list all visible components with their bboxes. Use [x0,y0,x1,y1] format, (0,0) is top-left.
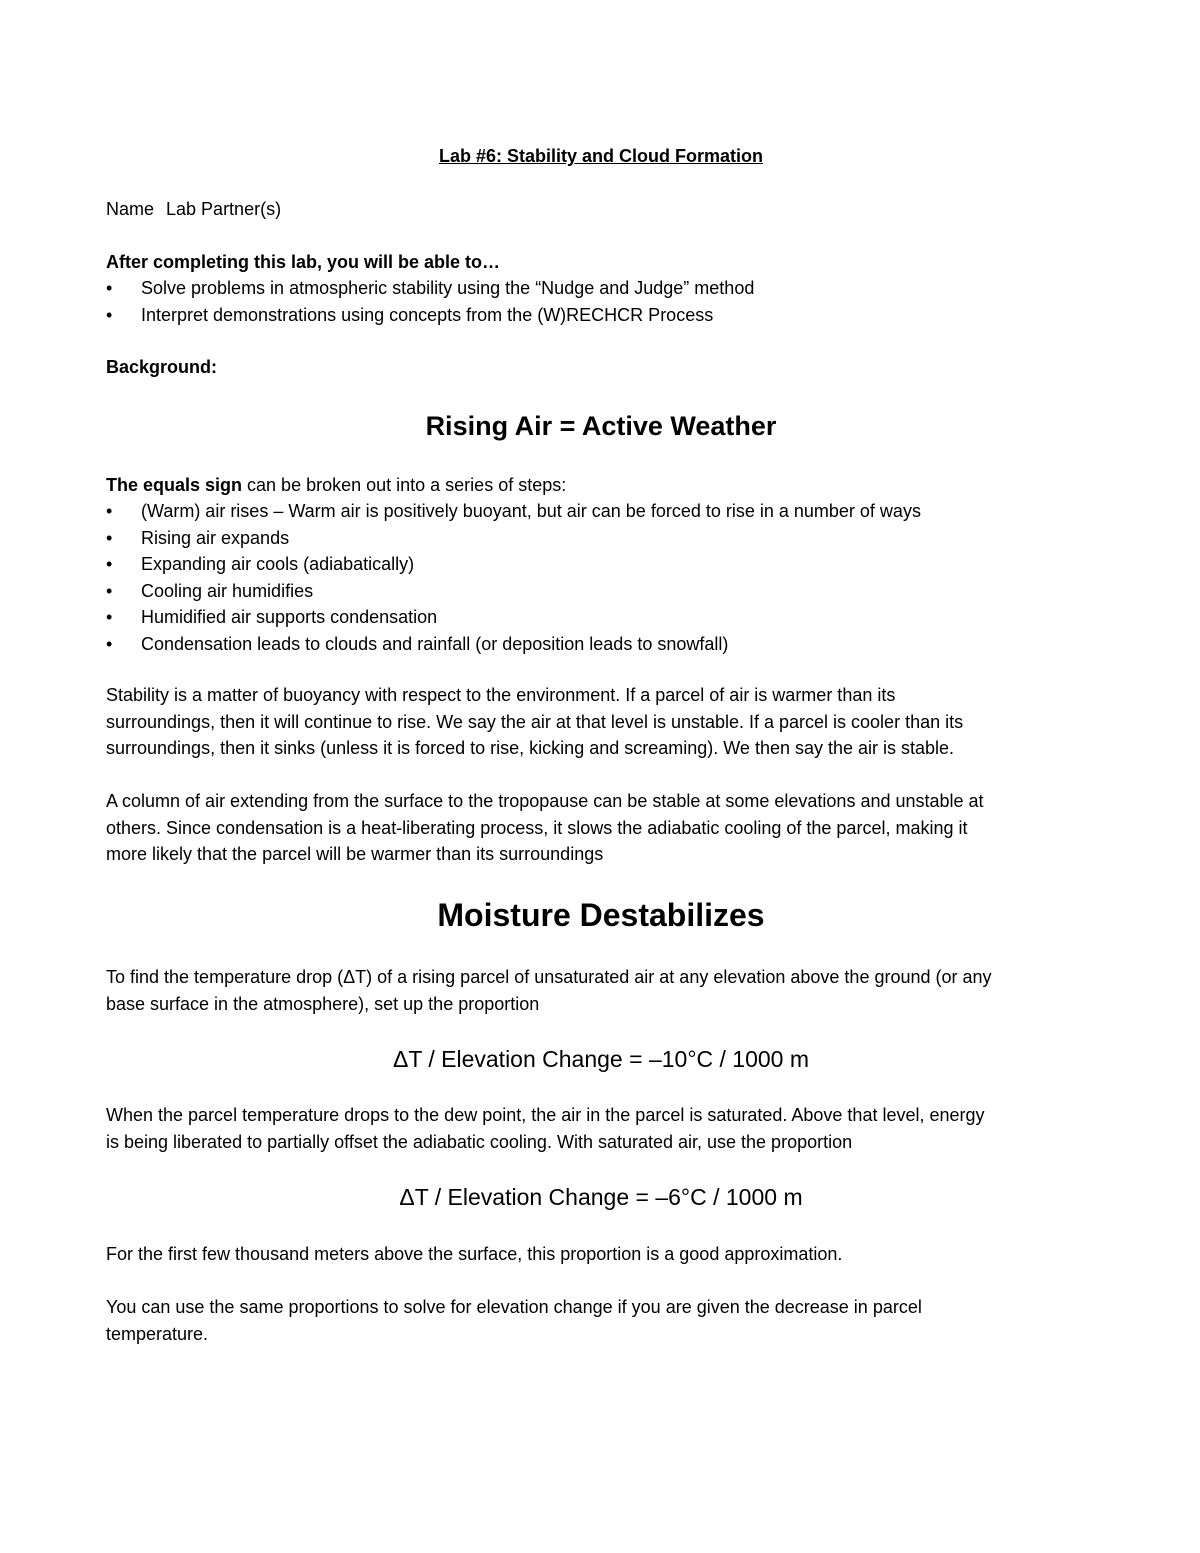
paragraph-line: surroundings, then it will continue to rise. We say the air at that level is unstable. If a parcel is cooler than its [106,711,964,732]
step-item: • Rising air expands [106,525,921,552]
paragraph-line: When the parcel temperature drops to the dew point, the air in the parcel is saturated. Above that level, energy [106,1105,985,1125]
formula-dry: ΔT / Elevation Change = –10°C / 1000 m [392,1046,810,1072]
formula-moist: ΔT / Elevation Change = –6°C / 1000 m [399,1184,803,1210]
paragraph-line: more likely that the parcel will be warmer than its surroundings [106,844,604,864]
steps-intro-bold: The equals sign [106,475,243,495]
name-label: Name [106,199,155,219]
paragraph-line: A column of air extending from the surface to the tropopause can be stable at some elevations and unstable at [106,791,984,811]
step-item: • Expanding air cools (adiabatically) [106,551,921,578]
document-title: Lab #6: Stability and Cloud Formation [438,146,764,166]
steps-intro [106,472,566,499]
paragraph-line: is being liberated to partially offset the adiabatic cooling. With saturated air, use the proportion [106,1131,853,1152]
step-item: • Condensation leads to clouds and rainfall (or deposition leads to snowfall) [106,631,921,658]
paragraph-line: base surface in the atmosphere), set up the proportion [106,993,540,1014]
stability-paragraph [106,682,1096,762]
step-item: • (Warm) air rises – Warm air is positively buoyant, but air can be forced to rise in a number of ways [106,498,921,525]
paragraph-line: You can use the same proportions to solve for elevation change if you are given the decrease in parcel [106,1297,922,1317]
paragraph-line: Stability is a matter of buoyancy with respect to the environment. If a parcel of air is warmer than its [106,685,896,705]
saturated-paragraph [106,1102,1096,1155]
paragraph-line: others. Since condensation is a heat-liberating process, it slows the adiabatic cooling of the parcel, making it [106,817,968,838]
paragraph-line: To find the temperature drop (ΔT) of a rising parcel of unsaturated air at any elevation above the ground (or any [106,967,992,987]
moisture-heading: Moisture Destabilizes [437,897,765,933]
objectives-list [106,275,754,328]
objectives-heading: After completing this lab, you will be able to… [106,252,501,272]
steps-intro-rest: can be broken out into a series of steps: [242,475,567,495]
step-item: • Cooling air humidifies [106,578,921,605]
steps-list [106,498,921,657]
rising-air-heading: Rising Air = Active Weather [425,411,777,441]
objective-item: • Solve problems in atmospheric stability using the “Nudge and Judge” method [106,275,754,302]
final-paragraph [106,1294,1096,1347]
objective-item: • Interpret demonstrations using concepts from the (W)RECHCR Process [106,302,754,329]
lab-partner-label: Lab Partner(s) [166,199,282,219]
background-heading: Background: [106,357,218,377]
paragraph-line: surroundings, then it sinks (unless it is forced to rise, kicking and screaming). We then say the air is stable. [106,738,955,758]
column-paragraph [106,788,1096,868]
name-line [106,196,281,223]
approx-paragraph: For the first few thousand meters above the surface, this proportion is a good approximation. [106,1244,843,1264]
temp-drop-paragraph [106,964,1096,1017]
step-item: • Humidified air supports condensation [106,604,921,631]
paragraph-line: temperature. [106,1323,209,1344]
